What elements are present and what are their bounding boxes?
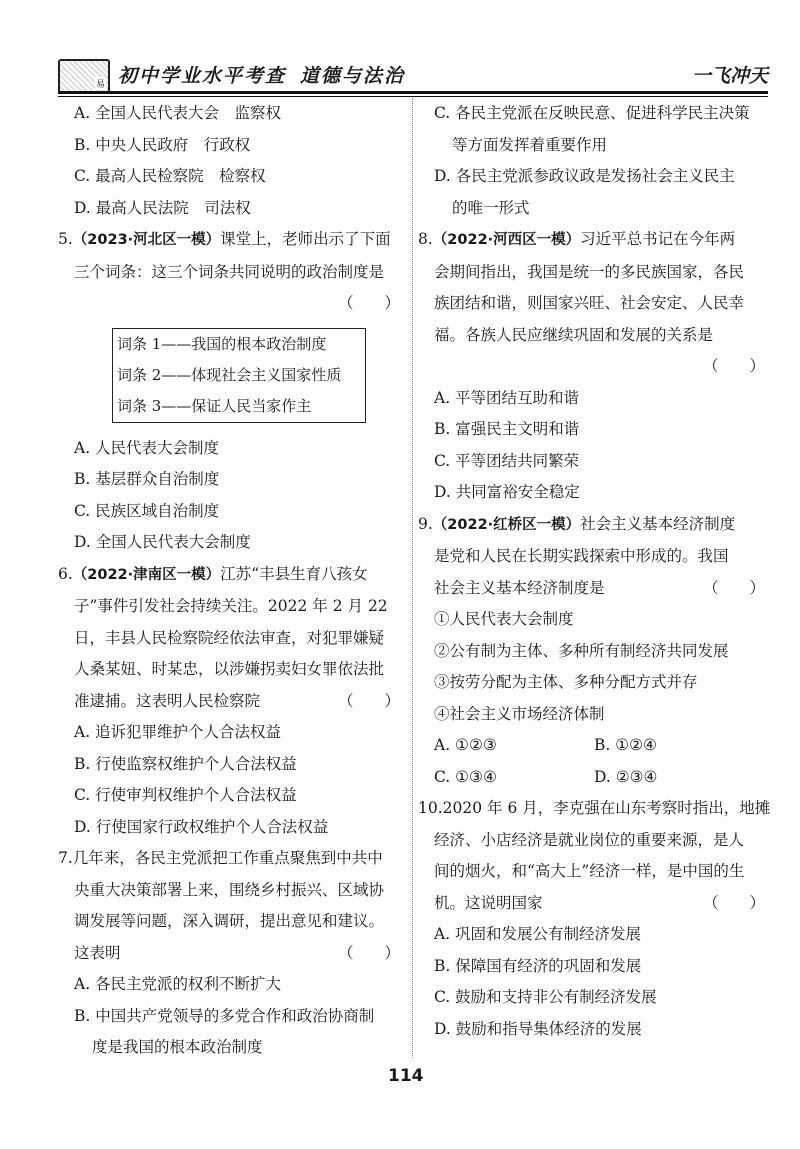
q6-stem-3: 日，丰县人民检察院经依法审查，对犯罪嫌疑: [74, 628, 385, 647]
q8-stem-2: 会期间指出，我国是统一的多民族国家，各民: [434, 262, 745, 281]
q5-term-1: 词条 1——我国的根本政治制度: [117, 334, 327, 353]
q8-source: （2022·河西区一模）: [432, 232, 581, 248]
q10-stem-2: 经济、小店经济是就业岗位的重要来源，是人: [434, 830, 745, 849]
q9-stem-3: 社会主义基本经济制度是: [434, 578, 605, 597]
question-5: [58, 224, 408, 559]
q4-option-d: D. 最高人民法院 司法权: [74, 198, 251, 217]
q10-stem-3: 间的烟火，和“高大上”经济一样，是中国的生: [434, 862, 745, 880]
q5-option-c: C. 民族区域自治制度: [74, 501, 220, 520]
q8-stem-4: 福。各族人民应继续巩固和发展的关系是: [434, 325, 714, 344]
q7-option-d: D. 各民主党派参政议政是发扬社会主义民主: [434, 167, 735, 185]
q9-options: [418, 730, 773, 793]
q10-number: 10.: [418, 799, 443, 817]
q7-option-c-cont: 等方面发挥着重要作用: [452, 135, 608, 154]
q8-option-b: B. 富强民主文明和谐: [434, 420, 580, 438]
q7-option-a: A. 各民主党派的权利不断扩大: [74, 975, 282, 993]
q10-stem-4: 机。这说明国家: [434, 893, 543, 912]
q6-option-a: A. 追诉犯罪维护个人合法权益: [74, 723, 282, 741]
subject-title: 道德与法治: [300, 65, 406, 87]
q6-stem-5: 准逮捕。这表明人民检察院: [74, 691, 261, 710]
q5-stem-1: 课堂上，老师出示了下面: [220, 230, 391, 248]
q9-answer-paren: （ ）: [702, 578, 765, 597]
q9-stem-2: 是党和人民在长期实践探索中形成的。我国: [434, 547, 729, 565]
left-column: [58, 98, 408, 1064]
q8-option-a: A. 平等团结互助和谐: [434, 388, 580, 407]
q6-option-c: C. 行使审判权维护个人合法权益: [74, 786, 297, 804]
q6-stem-2: 子”事件引发社会持续关注。2022 年 2 月 22: [74, 597, 388, 615]
q10-stem-1: 2020 年 6 月，李克强在山东考察时指出，地摊: [442, 799, 771, 817]
q9-number: 9.: [418, 514, 433, 533]
header-rule: [58, 91, 768, 94]
question-10: [418, 793, 773, 1045]
q4-option-a: A. 全国人民代表大会 监察权: [74, 104, 282, 122]
q9-source: （2022·红桥区一模）: [432, 516, 581, 533]
q9-option-c: C. ①③④: [434, 767, 497, 786]
q4-option-b: B. 中央人民政府 行政权: [74, 135, 251, 154]
q6-number: 6.: [58, 564, 73, 583]
q9-statement-1: ①人民代表大会制度: [434, 610, 574, 628]
q8-stem-3: 族团结和谐，则国家兴旺、社会安定、人民幸: [434, 294, 745, 312]
page-number: 114: [388, 1066, 424, 1086]
q9-option-d: D. ②③④: [594, 767, 658, 786]
logo-tag: 易: [95, 77, 106, 90]
book-title: 初中学业水平考查: [118, 65, 287, 87]
q7-stem-3: 调发展等问题，深入调研，提出意见和建议。: [74, 912, 385, 930]
q6-stem-4: 人桑某妞、时某忠，以涉嫌拐卖妇女罪依法批: [74, 660, 385, 678]
q10-option-a: A. 巩固和发展公有制经济发展: [434, 925, 642, 943]
question-8: [418, 224, 773, 509]
q9-statement-2: ②公有制为主体、多种所有制经济共同发展: [434, 641, 729, 660]
brand-name: 一飞冲天: [691, 65, 768, 87]
q9-statement-4: ④社会主义市场经济体制: [434, 704, 605, 723]
q8-number: 8.: [418, 230, 433, 248]
q5-option-d: D. 全国人民代表大会制度: [74, 533, 251, 551]
question-7: [58, 843, 408, 1064]
q10-option-d: D. 鼓励和指导集体经济的发展: [434, 1019, 642, 1038]
question-9: [418, 509, 773, 794]
q7-stem-1: 几年来，各民主党派把工作重点聚焦到中共中: [72, 849, 383, 867]
q5-option-b: B. 基层群众自治制度: [74, 470, 220, 488]
q10-answer-paren: （ ）: [702, 893, 765, 912]
q7-option-b: B. 中国共产党领导的多党合作和政治协商制: [74, 1006, 375, 1025]
q10-option-c: C. 鼓励和支持非公有制经济发展: [434, 988, 657, 1006]
q5-number: 5.: [58, 230, 73, 248]
q6-answer-paren: （ ）: [337, 691, 400, 710]
q9-option-a: A. ①②③: [434, 736, 497, 754]
q5-term-2: 词条 2——体现社会主义国家性质: [117, 365, 342, 384]
q8-option-d: D. 共同富裕安全稳定: [434, 483, 580, 501]
q5-answer-paren: （ ）: [337, 294, 400, 312]
q7-number: 7.: [58, 849, 73, 867]
q6-option-b: B. 行使监察权维护个人合法权益: [74, 754, 297, 773]
q5-source: （2023·河北区一模）: [72, 232, 221, 248]
q8-stem-1: 习近平总书记在今年两: [580, 230, 736, 248]
header-title: [118, 61, 405, 88]
q7-option-b-cont: 度是我国的根本政治制度: [92, 1038, 263, 1056]
q10-option-b: B. 保障国有经济的巩固和发展: [434, 956, 642, 975]
question-6: [58, 559, 408, 844]
q8-option-c: C. 平等团结共同繁荣: [434, 451, 580, 470]
q6-option-d: D. 行使国家行政权维护个人合法权益: [74, 817, 329, 836]
q7-stem-4: 这表明: [74, 943, 121, 962]
q5-option-a: A. 人民代表大会制度: [74, 438, 220, 457]
right-column: [418, 98, 773, 1045]
q7-option-c: C. 各民主党派在反映民意、促进科学民主决策: [434, 104, 750, 122]
page-header: [58, 55, 768, 95]
q6-source: （2022·津南区一模）: [72, 566, 221, 583]
q8-answer-paren: （ ）: [702, 357, 765, 375]
logo-icon: [58, 59, 110, 93]
q9-statement-3: ③按劳分配为主体、多种分配方式并存: [434, 673, 698, 691]
header-rule-thin: [58, 96, 768, 97]
q5-term-3: 词条 3——保证人民当家作主: [117, 396, 312, 415]
q9-option-b: B. ①②④: [594, 736, 657, 754]
q9-stem-1: 社会主义基本经济制度: [580, 514, 736, 533]
q7-stem-2: 央重大决策部署上来，围绕乡村振兴、区域协: [74, 880, 385, 899]
q6-stem-1: 江苏“丰县生育八孩女: [220, 564, 368, 583]
q7-answer-paren: （ ）: [337, 943, 400, 962]
q5-term-box: [112, 328, 366, 423]
q7-option-d-cont: 的唯一形式: [452, 198, 530, 217]
q5-stem-2: 三个词条：这三个词条共同说明的政治制度是: [74, 262, 385, 281]
q4-option-c: C. 最高人民检察院 检察权: [74, 167, 266, 185]
column-divider: [412, 98, 413, 1058]
